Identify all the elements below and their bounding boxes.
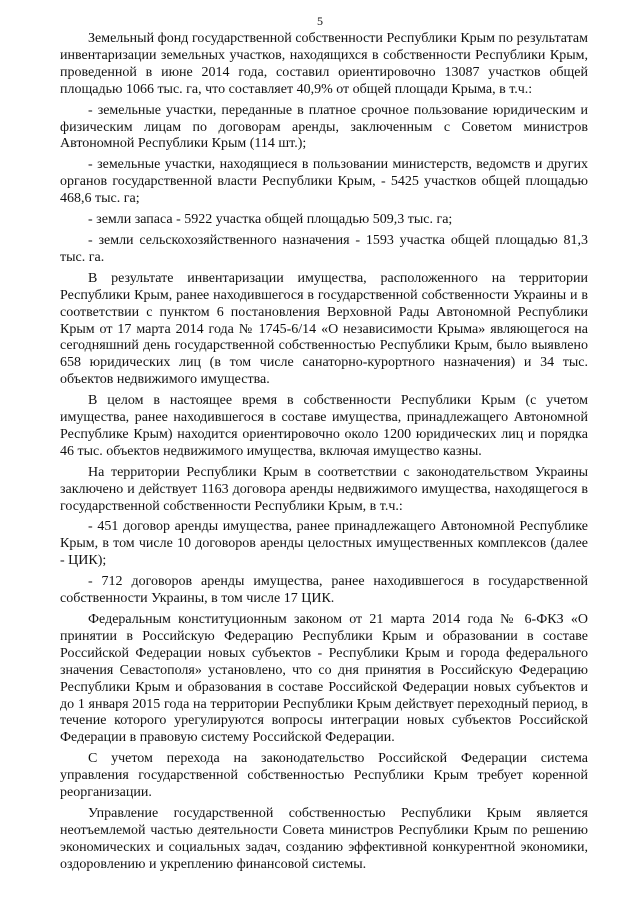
paragraph-lease-ukraine: - 712 договоров аренды имущества, ранее находившегося в государственной собственности Украины, в том числе 17 ЦИК.	[60, 574, 588, 607]
page-number: 5	[317, 14, 323, 28]
paragraph-land-ministries: - земельные участки, находящиеся в пользовании министерств, ведомств и других органов государственной власти Республики Крым, - 5425 участков общей площадью 468,6 тыс. га;	[60, 157, 588, 207]
paragraph-land-reserve: - земли запаса - 5922 участка общей площадью 509,3 тыс. га;	[88, 212, 453, 228]
paragraph-lease-arc: - 451 договор аренды имущества, ранее принадлежащего Автономной Республике Крым, в том числе 10 договоров аренды целостных имущественных комплексов (далее - ЦИК);	[60, 519, 588, 569]
paragraph-land-lease: - земельные участки, переданные в платное срочное пользование юридическим и физическим лицам по договорам аренды, заключенным с Советом министров Автономной Республики Крым (114 шт.);	[60, 102, 588, 152]
paragraph-property-total: В целом в настоящее время в собственности Республики Крым (с учетом имущества, ранее находившегося в составе имущества, принадлежащего Автономной Республике Крым) находится ориентировочно около 1200 юридических лиц и порядка 46 тыс. объектов недвижимого имущества, включая имущество казны.	[60, 393, 588, 459]
paragraph-management: Управление государственной собственностью Республики Крым является неотъемлемой частью деятельности Совета министров Республики Крым по решению экономических и социальных задач, созданию эффективной конкурентной экономики, оздоровлению и укреплению финансовой системы.	[60, 805, 588, 872]
paragraph-land-agricultural: - земли сельскохозяйственного назначения - 1593 участка общей площадью 81,3 тыс. га.	[60, 232, 588, 265]
paragraph-reorganization: С учетом перехода на законодательство Российской Федерации система управления государственной собственностью Республики Крым требует коренной реорганизации.	[60, 751, 588, 801]
document-body	[60, 31, 588, 878]
paragraph-property-inventory: В результате инвентаризации имущества, расположенного на территории Республики Крым, ранее находившегося в государственной собственности Украины и в соответствии с пунктом 6 постановления Верховной Рады Автономной Республики Крым от 17 марта 2014 года № 1745-6/14 «О независимости Крыма» являющегося на сегодняшний день государственной собственностью Республики Крым, было выявлено 658 юридических лиц (в том числе санаторно-курортного назначения) и 34 тыс. объектов недвижимого имущества.	[60, 270, 588, 388]
paragraph-federal-law: Федеральным конституционным законом от 21 марта 2014 года № 6-ФКЗ «О принятии в Российскую Федерацию Республики Крым и образовании в составе Российской Федерации новых субъектов - Республики Крым и города федерального значения Севастополя» установлено, что со дня принятия в Российскую Федерацию Республики Крым и образования в составе Российской Федерации новых субъектов и до 1 января 2015 года на территории Республики Крым действует переходный период, в течение которого урегулируются вопросы интеграции новых субъектов Российской Федерации в правовую систему Российской Федерации.	[60, 612, 588, 746]
paragraph-land-fund: Земельный фонд государственной собственности Республики Крым по результатам инвентаризации земельных участков, находящихся в собственности Республики Крым, проведенной в июне 2014 года, составил ориентировочно 13087 участков общей площадью 1066 тыс. га, что составляет 40,9% от общей площади Крыма, в т.ч.:	[60, 31, 588, 97]
paragraph-lease-contracts: На территории Республики Крым в соответствии с законодательством Украины заключено и действует 1163 договора аренды недвижимого имущества, находящегося в государственной собственности Республики Крым, в т.ч.:	[60, 464, 588, 514]
